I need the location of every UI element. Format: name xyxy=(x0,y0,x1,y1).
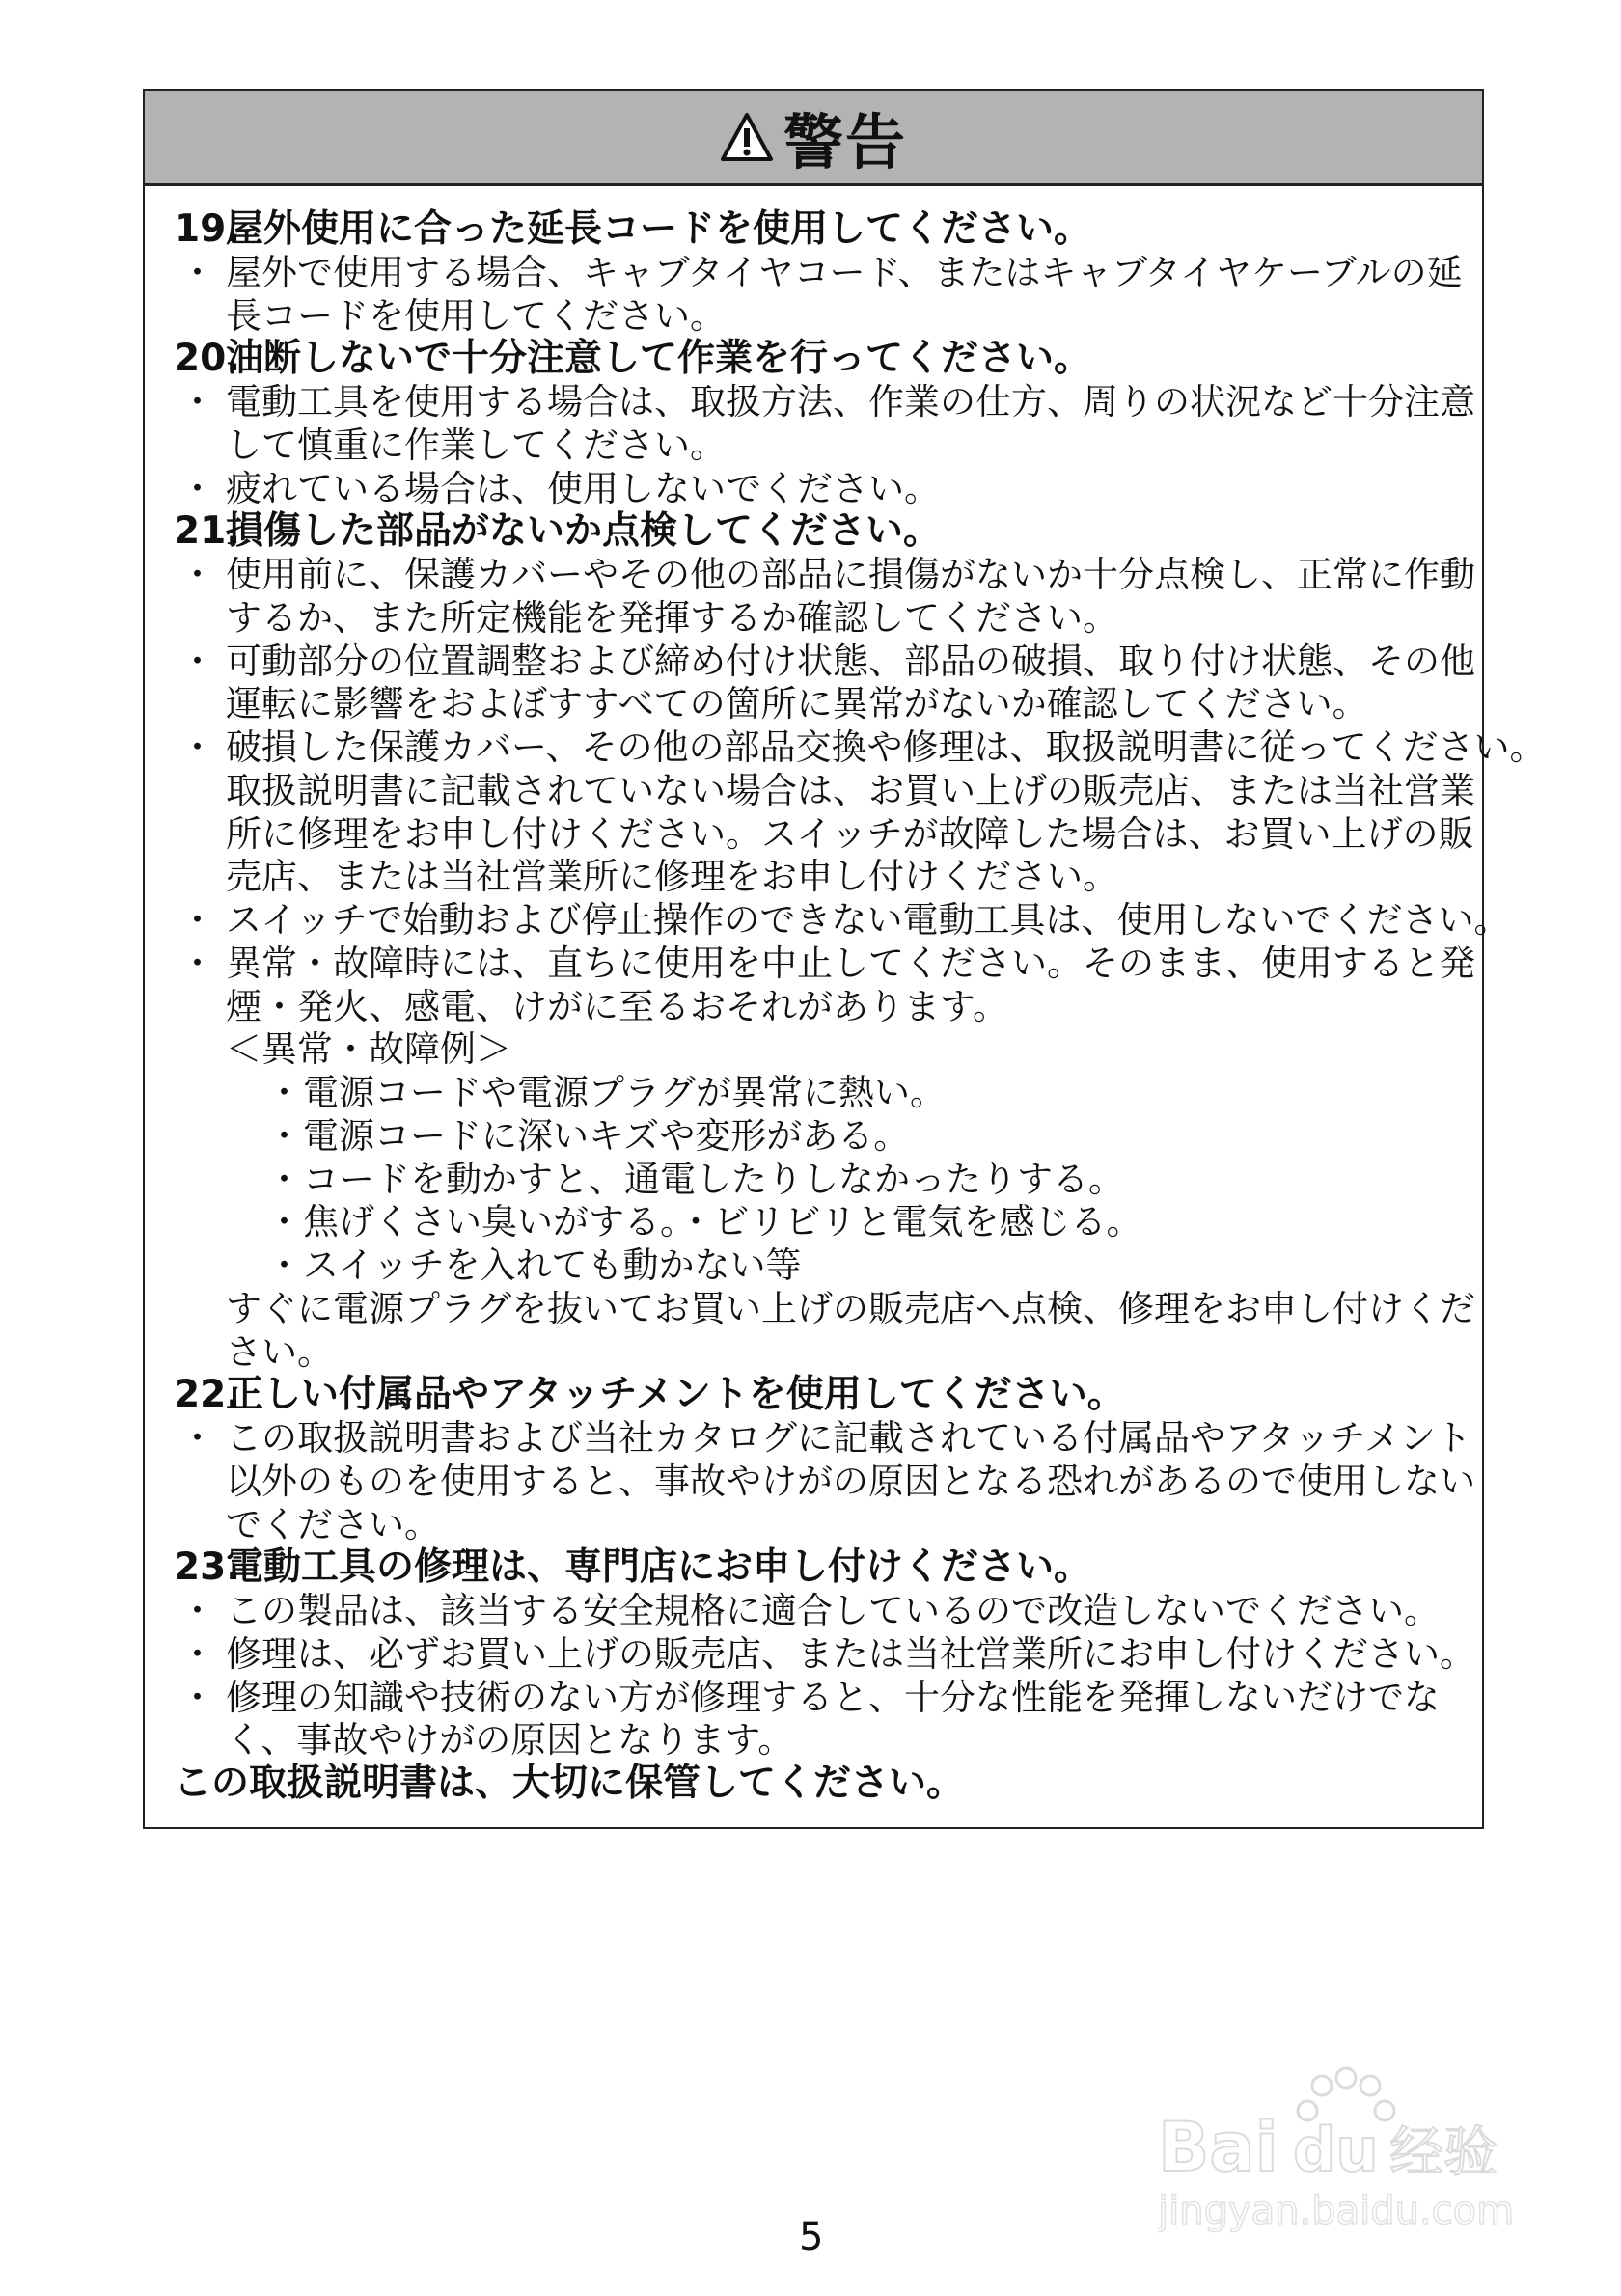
section-heading xyxy=(145,337,1482,380)
bullet: ・ xyxy=(179,1590,215,1631)
item-text: して慎重に作業してください。 xyxy=(226,424,726,466)
sublist-item xyxy=(145,1114,1482,1158)
list-item-line xyxy=(145,596,1482,640)
bullet: ・ xyxy=(179,1632,215,1675)
svg-text:du: du xyxy=(1293,2115,1379,2185)
item-text: 所に修理をお申し付けください。スイッチが故障した場合は、お買い上げの販 xyxy=(226,812,1474,855)
sublist-item xyxy=(145,1200,1482,1244)
item-text: 以外のものを使用すると、事故やけがの原因となる恐れがあるので使用しない xyxy=(226,1460,1475,1502)
section-heading xyxy=(145,1373,1482,1416)
sublist-label-text: ＜異常・故障例＞ xyxy=(226,1028,511,1071)
section-number: 23. xyxy=(174,1545,241,1590)
list-item-line xyxy=(145,898,1510,942)
warning-header xyxy=(145,91,1482,186)
section-title: 電動工具の修理は、専門店にお申し付けください。 xyxy=(226,1545,1092,1590)
item-text: 修理は、必ずお買い上げの販売店、または当社営業所にお申し付けください。 xyxy=(226,1632,1475,1675)
list-item-line xyxy=(145,985,1482,1028)
item-text: スイッチで始動および停止操作のできない電動工具は、使用しないでください。 xyxy=(226,899,1510,941)
bullet: ・ xyxy=(179,1676,215,1718)
item-text: すぐに電源プラグを抜いてお買い上げの販売店へ点検、修理をお申し付けくだ xyxy=(226,1287,1475,1329)
bullet: ・ xyxy=(179,467,215,509)
section-number: 19. xyxy=(174,207,241,251)
item-text: するか、また所定機能を発揮するか確認してください。 xyxy=(226,596,1118,639)
item-text: この取扱説明書および当社カタログに記載されている付属品やアタッチメント xyxy=(226,1417,1471,1459)
section-heading xyxy=(145,509,1482,553)
bullet: ・ xyxy=(179,251,215,293)
item-text: 異常・故障時には、直ちに使用を中止してください。そのまま、使用すると発 xyxy=(226,942,1475,984)
list-item-line xyxy=(145,855,1482,898)
bullet: ・ xyxy=(266,1201,302,1244)
list-item-line xyxy=(145,1718,1482,1762)
list-item-line xyxy=(145,553,1482,596)
item-text: 可動部分の位置調整および締め付け状態、部品の破損、取り付け状態、その他 xyxy=(226,640,1475,682)
section-title: 正しい付属品やアタッチメントを使用してください。 xyxy=(226,1373,1125,1417)
baidu-watermark xyxy=(1158,2064,1544,2238)
item-text: 煙・発火、感電、けがに至るおそれがあります。 xyxy=(226,985,1009,1027)
sublist-item-text: 電源コードや電源プラグが異常に熱い。 xyxy=(303,1072,946,1113)
list-item-line xyxy=(145,942,1482,985)
section-title: 損傷した部品がないか点検してください。 xyxy=(226,509,942,554)
bullet: ・ xyxy=(179,640,215,682)
svg-text:Bai: Bai xyxy=(1158,2108,1278,2187)
list-item-line xyxy=(145,769,1482,812)
warning-title: 警告 xyxy=(783,106,907,178)
list-item-line xyxy=(145,1589,1482,1632)
list-item-line xyxy=(145,1287,1482,1330)
warning-triangle-icon xyxy=(720,112,774,162)
bullet: ・ xyxy=(179,554,215,595)
closing-text: この取扱説明書は、大切に保管してください。 xyxy=(174,1762,965,1805)
bullet: ・ xyxy=(179,899,215,941)
item-text: この製品は、該当する安全規格に適合しているので改造しないでください。 xyxy=(226,1590,1440,1631)
svg-text:jingyan.baidu.com: jingyan.baidu.com xyxy=(1158,2189,1515,2233)
sublist-item xyxy=(145,1158,1482,1201)
list-item-line xyxy=(145,424,1482,467)
bullet: ・ xyxy=(266,1114,302,1157)
bullet: ・ xyxy=(179,381,215,423)
item-text: でください。 xyxy=(226,1503,440,1545)
list-item-line xyxy=(145,380,1482,424)
item-text: 屋外で使用する場合、キャブタイヤコード、またはキャブタイヤケーブルの延 xyxy=(226,251,1463,293)
sublist-item xyxy=(145,1244,1482,1287)
bullet: ・ xyxy=(179,1417,215,1459)
list-item-line xyxy=(145,251,1482,294)
sublist-label xyxy=(145,1027,1482,1071)
sublist-item xyxy=(145,1071,1482,1114)
list-item-line xyxy=(145,1460,1482,1503)
bullet: ・ xyxy=(266,1158,302,1200)
section-title: 油断しないで十分注意して作業を行ってください。 xyxy=(226,337,1092,381)
item-text: 破損した保護カバー、その他の部品交換や修理は、取扱説明書に従ってください。 xyxy=(226,726,1546,768)
bullet: ・ xyxy=(179,726,215,768)
sublist-item-text: 電源コードに深いキズや変形がある。 xyxy=(303,1114,910,1157)
list-item-line xyxy=(145,1503,1482,1546)
list-item-line xyxy=(145,1676,1482,1719)
page-number: 5 xyxy=(799,2215,824,2259)
section-number: 20. xyxy=(174,337,241,381)
section-number: 21. xyxy=(174,509,241,554)
list-item-line xyxy=(145,725,1546,769)
sublist-item-text: スイッチを入れても動かない等 xyxy=(303,1244,802,1286)
list-item-line xyxy=(145,294,1482,338)
item-text: 運転に影響をおよぼすすべての箇所に異常がないか確認してください。 xyxy=(226,683,1368,725)
item-text: 取扱説明書に記載されていない場合は、お買い上げの販売店、または当社営業 xyxy=(226,769,1475,811)
closing-line xyxy=(145,1762,1482,1805)
item-text: 使用前に、保護カバーやその他の部品に損傷がないか十分点検し、正常に作動 xyxy=(226,554,1475,595)
list-item-line xyxy=(145,812,1482,856)
bullet: ・ xyxy=(266,1072,302,1113)
section-heading xyxy=(145,1545,1482,1589)
item-text: 修理の知識や技術のない方が修理すると、十分な性能を発揮しないだけでな xyxy=(226,1676,1440,1718)
item-text: 疲れている場合は、使用しないでください。 xyxy=(226,467,940,509)
item-text: さい。 xyxy=(226,1330,333,1373)
section-number: 22. xyxy=(174,1373,241,1417)
sublist-item-text: コードを動かすと、通電したりしなかったりする。 xyxy=(303,1158,1124,1200)
sublist-item-text: 焦げくさい臭いがする。・ビリビリと電気を感じる。 xyxy=(303,1201,1142,1244)
bullet: ・ xyxy=(266,1244,302,1286)
item-text: 長コードを使用してください。 xyxy=(226,294,726,337)
list-item-line xyxy=(145,1330,1482,1374)
svg-text:经验: 经验 xyxy=(1389,2121,1497,2184)
item-text: 電動工具を使用する場合は、取扱方法、作業の仕方、周りの状況など十分注意 xyxy=(226,381,1475,423)
item-text: 売店、または当社営業所に修理をお申し付けください。 xyxy=(226,856,1118,898)
section-heading xyxy=(145,207,1482,251)
list-item-line xyxy=(145,1632,1482,1676)
list-item-line xyxy=(145,1416,1482,1460)
item-text: く、事故やけがの原因となります。 xyxy=(226,1719,794,1762)
list-item-line xyxy=(145,467,1482,510)
list-item-line xyxy=(145,682,1482,725)
section-title: 屋外使用に合った延長コードを使用してください。 xyxy=(226,207,1092,251)
bullet: ・ xyxy=(179,942,215,984)
list-item-line xyxy=(145,640,1482,683)
warning-box xyxy=(143,89,1546,1829)
